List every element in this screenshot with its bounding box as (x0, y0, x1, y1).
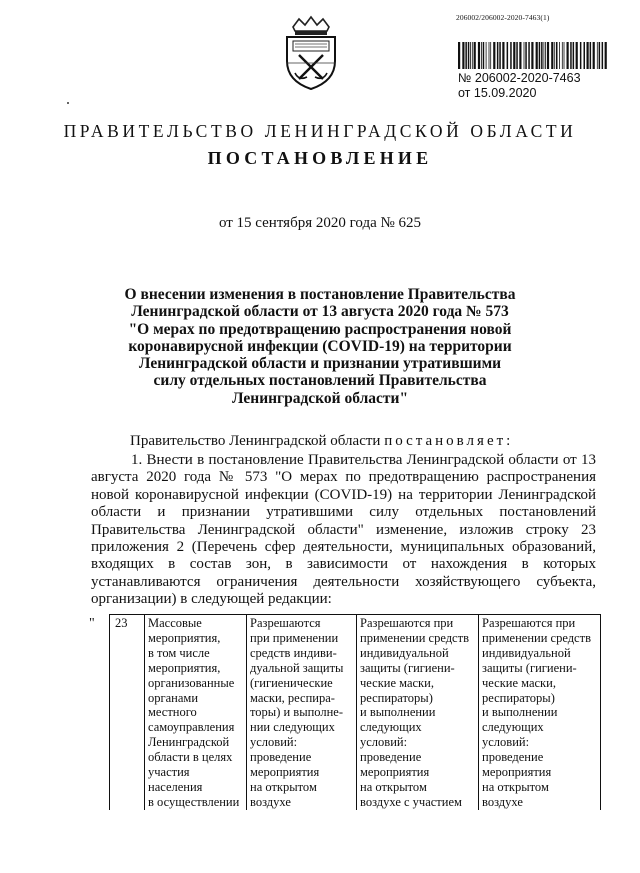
cell-line: и выполнении (360, 705, 436, 720)
subject-line: О внесении изменения в постановление Правительства (124, 286, 516, 303)
barcode-bar (584, 42, 586, 69)
cell-line: мероприятия (250, 765, 320, 780)
cell-line: респираторы) (482, 690, 555, 705)
intro-start: Правительство Ленинградской области (130, 433, 385, 449)
subject-line: силу отдельных постановлений Правительства (153, 372, 487, 390)
barcode-bar (605, 42, 607, 69)
cell-line: проведение (482, 750, 544, 765)
cell-line: населения (148, 779, 203, 794)
cell-line: мероприятия, (148, 630, 221, 645)
subject-line: Ленинградской области от 13 августа 2020 года № 573 (131, 303, 509, 321)
barcode-bar (510, 42, 512, 69)
cell-line: ческие маски, (360, 675, 434, 690)
cell-line: маски, респира- (250, 690, 335, 705)
cell-line: (гигиенические (250, 675, 333, 690)
barcode-bar (528, 42, 530, 69)
intro-resolves: постановляет (384, 433, 507, 449)
barcode-bar (580, 42, 582, 69)
scan-artifact (67, 102, 69, 104)
cell-line: в осуществлении (148, 794, 240, 809)
barcode-bar (545, 42, 546, 69)
barcode-bar (462, 42, 464, 69)
barcode-bar (513, 42, 515, 69)
intro-end: : (506, 433, 511, 449)
cell-line: защиты (гигиени- (360, 660, 455, 675)
document-subject (115, 286, 525, 407)
barcode-bar (544, 42, 545, 69)
subject-line: Ленинградской области и признании утратившими (138, 355, 502, 373)
opening-quote: " (89, 616, 95, 631)
barcode-bar (547, 42, 549, 69)
cell-line: воздухе (250, 794, 291, 809)
cell-line: Разрешаются при (360, 616, 454, 630)
cell-line: нии следующих (250, 720, 335, 735)
cell-line: условий: (360, 735, 408, 750)
intro-paragraph (130, 433, 510, 450)
barcode-bar (559, 42, 560, 69)
cell-line: индивидуальной (360, 645, 449, 660)
barcode-bar (531, 42, 533, 69)
barcode-bar (554, 42, 555, 69)
barcode-bar (502, 42, 504, 69)
cell-line: проведение (250, 750, 312, 765)
barcode-bar (458, 42, 460, 69)
cell-line: Ленинградской (148, 735, 230, 750)
row-number-cell: 23 (110, 615, 145, 810)
cell-line: ческие маски, (482, 675, 556, 690)
barcode-bar (524, 42, 525, 69)
barcode-bar (490, 42, 491, 69)
cell-line: применении средств (482, 630, 591, 645)
cell-line: в том числе (148, 645, 210, 660)
cell-line: мероприятия, (148, 660, 221, 675)
cell-line: проведение (360, 750, 422, 765)
zone-cell (479, 615, 601, 810)
document-type: ПОСТАНОВЛЕНИЕ (207, 148, 433, 168)
barcode-bar (474, 42, 476, 69)
cell-line: торы) и выполне- (250, 705, 344, 720)
cell-line: организованные (148, 675, 235, 690)
cell-line: на открытом (360, 779, 427, 794)
barcode-bar (556, 42, 558, 69)
barcode-bar (576, 42, 578, 69)
barcode-bar (483, 42, 485, 69)
barcode-bar (519, 42, 521, 69)
barcode-bar (507, 42, 509, 69)
barcode-bar (567, 42, 569, 69)
cell-line: условий: (250, 735, 298, 750)
registration-date: от 15.09.2020 (458, 86, 537, 100)
cell-line: средств индиви- (250, 645, 337, 660)
document-code: 206002/206002-2020-7463(1) (456, 13, 550, 22)
barcode-bar (472, 42, 473, 69)
cell-line: мероприятия (482, 765, 552, 780)
barcode-bar (590, 42, 592, 69)
cell-line: Разрешаются при (482, 616, 576, 630)
barcode-bar (486, 42, 487, 69)
cell-line: и выполнении (482, 705, 558, 720)
coat-of-arms-icon (283, 15, 339, 91)
subject-line: коронавирусной инфекции (COVID-19) на территории (128, 337, 512, 355)
cell-line: Разрешаются (250, 616, 321, 630)
barcode-bar (481, 42, 482, 69)
cell-line: местного (148, 705, 197, 720)
barcode-bar (536, 42, 538, 69)
barcode-bar (468, 42, 470, 69)
barcode-icon (458, 42, 608, 69)
barcode-bar (493, 42, 495, 69)
cell-line: дуальной защиты (250, 660, 344, 675)
cell-line: условий: (482, 735, 530, 750)
document-date-number: от 15 сентября 2020 года № 625 (218, 215, 422, 231)
cell-line: респираторы) (360, 690, 433, 705)
barcode-bar (562, 42, 563, 69)
zone-cell (247, 615, 357, 810)
barcode-bar (573, 42, 575, 69)
registration-number: № 206002-2020-7463 (458, 71, 581, 85)
cell-line: области в целях (148, 750, 233, 765)
barcode-bar (478, 42, 480, 69)
barcode-bar (570, 42, 572, 69)
government-title: ПРАВИТЕЛЬСТВО ЛЕНИНГРАДСКОЙ ОБЛАСТИ (63, 121, 577, 141)
activity-cell (145, 615, 247, 810)
cell-line: воздухе (482, 794, 523, 809)
amendment-table (109, 614, 601, 810)
cell-line: органами (148, 690, 199, 705)
table-row (110, 615, 601, 810)
barcode-bar (465, 42, 467, 69)
barcode-bar (497, 42, 499, 69)
barcode-bar (597, 42, 598, 69)
cell-line: мероприятия (360, 765, 430, 780)
cell-line: участия (148, 765, 190, 780)
barcode-bar (564, 42, 565, 69)
cell-line: следующих (360, 720, 422, 735)
cell-line: защиты (гигиени- (482, 660, 577, 675)
item-1-paragraph: 1. Внести в постановление Правительства Ленинградской области от 13 августа 2020 года № 573 "О мерах по предотвращению распространения новой коронавирусной инфекции (COVID-19) на территории Ленинградской области и признании утратившими силу отдельных постановлений Правительства Ленинградской области" изменение, изложив строку 23 приложения 2 (Перечень сфер деятельности, муниципальных образований, входящих в состав зон, в зависимости от нахождения в которых устанавливаются ограничения деятельности хозяйствующего субъекта, организации) в следующей редакции: (91, 452, 596, 608)
barcode-bar (489, 42, 490, 69)
subject-line: Ленинградской области" (231, 389, 409, 407)
barcode-bar (587, 42, 589, 69)
barcode-bar (499, 42, 501, 69)
barcode-bar (541, 42, 543, 69)
barcode-bar (516, 42, 518, 69)
barcode-bar (525, 42, 527, 69)
cell-line: воздухе с участием (360, 794, 462, 809)
cell-line: Массовые (148, 616, 202, 630)
cell-line: на открытом (250, 779, 317, 794)
barcode-bar (551, 42, 553, 69)
barcode-bar (602, 42, 604, 69)
barcode-bar (539, 42, 541, 69)
cell-line: индивидуальной (482, 645, 571, 660)
cell-line: следующих (482, 720, 544, 735)
cell-line: при применении (250, 630, 339, 645)
barcode-bar (470, 42, 471, 69)
cell-line: применении средств (360, 630, 469, 645)
cell-line: на открытом (482, 779, 549, 794)
subject-line: "О мерах по предотвращению распространения новой (128, 320, 512, 338)
barcode-bar (593, 42, 595, 69)
zone-cell (357, 615, 479, 810)
barcode-bar (599, 42, 601, 69)
cell-line: самоуправления (148, 720, 235, 735)
